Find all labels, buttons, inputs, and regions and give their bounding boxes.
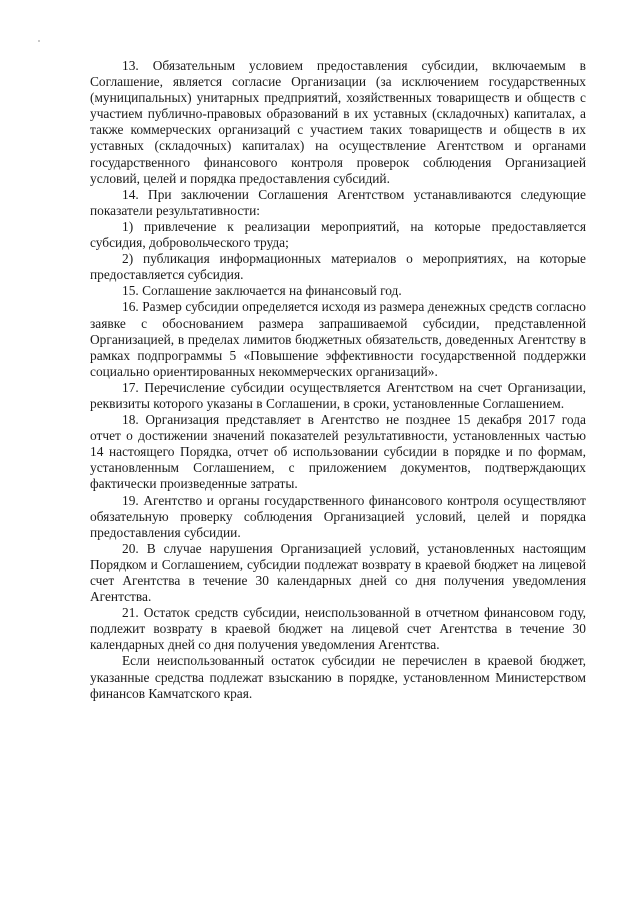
paragraph-21: 21. Остаток средств субсидии, неиспользованной в отчетном финансовом году, подлежит возврату в краевой бюджет на лицевой счет Агентства в течение 30 календарных дней со дня получения уведомления Агентства. bbox=[90, 605, 586, 653]
paragraph-17: 17. Перечисление субсидии осуществляется Агентством на счет Организации, реквизиты которого указаны в Соглашении, в сроки, установленные Соглашением. bbox=[90, 379, 586, 411]
scan-speck bbox=[38, 40, 40, 42]
paragraph-13: 13. Обязательным условием предоставления субсидии, включаемым в Соглашение, является согласие Организации (за исключением государственных (муниципальных) унитарных предприятий, хозяйственных товариществ и обществ с участием публично-правовых образований в их уставных (складочных) капиталах, а также коммерческих организаций с участием таких товариществ и обществ в их уставных (складочных) капиталах) на осуществление Агентством и органами государственного финансового контроля проверок соблюдения Организацией условий, целей и порядка предоставления субсидий. bbox=[90, 58, 586, 186]
list-item-1: 1) привлечение к реализации мероприятий, на которые предоставляется субсидия, добровольческого труда; bbox=[90, 218, 586, 251]
paragraph-unspent-balance: Если неиспользованный остаток субсидии не перечислен в краевой бюджет, указанные средства подлежат взысканию в порядке, установленном Министерством финансов Камчатского края. bbox=[90, 653, 586, 701]
paragraph-20: 20. В случае нарушения Организацией условий, установленных настоящим Порядком и Соглашением, субсидии подлежат возврату в краевой бюджет на лицевой счет Агентства в течение 30 календарных дней со дня получения уведомления Агентства. bbox=[90, 540, 586, 605]
paragraph-16: 16. Размер субсидии определяется исходя из размера денежных средств согласно заявке с обоснованием размера запрашиваемой субсидии, представленной Организацией, в пределах лимитов бюджетных обязательств, доведенных Агентству в рамках подпрограммы 5 «Повышение эффективности государственной поддержки социально ориентированных некоммерческих организаций». bbox=[90, 299, 586, 379]
list-item-2: 2) публикация информационных материалов о мероприятиях, на которые предоставляется субсидия. bbox=[90, 251, 586, 283]
paragraph-15: 15. Соглашение заключается на финансовый год. bbox=[122, 283, 402, 299]
paragraph-14: 14. При заключении Соглашения Агентством устанавливаются следующие показатели результативности: bbox=[90, 186, 586, 218]
document-page bbox=[90, 58, 586, 702]
paragraph-18: 18. Организация представляет в Агентство не позднее 15 декабря 2017 года отчет о достижении значений показателей результативности, установленных частью 14 настоящего Порядка, отчет об использовании субсидии в порядке и по формам, установленным Соглашением, с приложением документов, подтверждающих фактически произведенные затраты. bbox=[90, 412, 586, 492]
paragraph-19: 19. Агентство и органы государственного финансового контроля осуществляют обязательную проверку соблюдения Организацией условий, целей и порядка предоставления субсидии. bbox=[90, 492, 586, 540]
